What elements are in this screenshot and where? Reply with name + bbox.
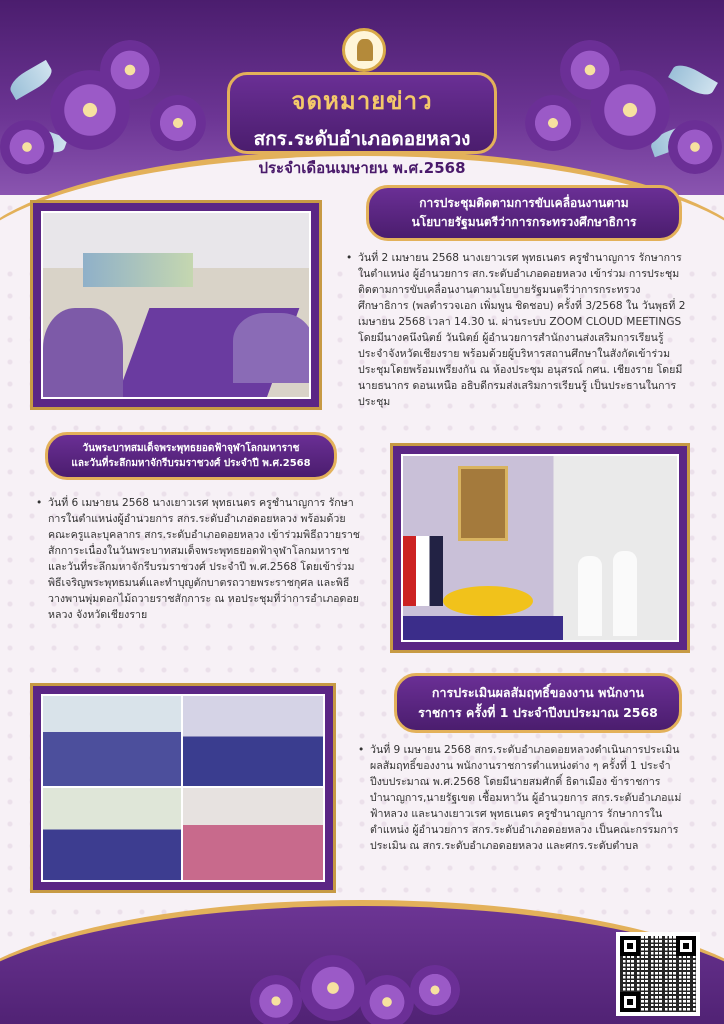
article-1-photo bbox=[30, 200, 322, 410]
page-title: จดหมายข่าว bbox=[291, 87, 433, 115]
article-1-heading-line1: การประชุมติดตามการขับเคลื่อนงานตาม bbox=[419, 196, 629, 210]
flower-decoration bbox=[410, 965, 460, 1015]
article-3-heading-line1: การประเมินผลสัมฤทธิ์ของงาน พนักงาน bbox=[431, 685, 645, 700]
flower-decoration bbox=[360, 975, 414, 1024]
article-1-heading-line2: นโยบายรัฐมนตรีว่าการกระทรวงศึกษาธิการ bbox=[411, 215, 637, 229]
flower-decoration bbox=[525, 95, 581, 151]
qr-code[interactable] bbox=[616, 932, 700, 1016]
article-2-body: • วันที่ 6 เมษายน 2568 นางเยาวเรศ พุทธเนตร ครูชำนาญการ รักษาการในตำแหน่งผู้อำนวยการ สกร.ระดับอำเภอดอยหลวง พร้อมด้วยคณะครูและบุคลากร สกร.ระดับอำเภอดอยหลวง เข้าร่วมพิธีถวายราชสักการะเนื่องในวันพระบาทสมเด็จพระพุทธยอดฟ้าจุฬาโลกมหาราชและวันที่ระลึกมหาจักรีบรมราชวงศ์ ประจำปี พ.ศ.2568 โดยเข้าร่วมพิธีเจริญพระพุทธมนต์และทำบุญตักบาตรถวายพระราชกุศล และพิธีวางพานพุ่มดอกไม้ถวายราชสักการะ ณ หอประชุมที่ว่าการอำเภอดอยหลวง จังหวัดเชียงราย bbox=[48, 495, 366, 623]
article-2-photo bbox=[390, 443, 690, 653]
flower-decoration bbox=[560, 40, 620, 100]
article-3-heading bbox=[394, 673, 682, 733]
title-box bbox=[227, 72, 497, 154]
article-3-photo bbox=[30, 683, 336, 893]
article-2-heading-line2: และวันที่ระลึกมหาจักรีบรมราชวงศ์ ประจำปี พ.ศ.2568 bbox=[71, 458, 311, 469]
flower-decoration bbox=[100, 40, 160, 100]
article-3-body: • วันที่ 9 เมษายน 2568 สกร.ระดับอำเภอดอยหลวงดำเนินการประเมินผลสัมฤทธิ์ของงาน พนักงานราชการตำแหน่งต่าง ๆ ครั้งที่ 1 ประจำปีงบประมาณ พ.ศ.2568 โดยมีนายสมศักดิ์ ธิดาเมือง ข้าราชการบำนาญการ,นายรัฐเขต เชื้อมหาวัน ผู้อำนวยการ สกร.ระดับอำเภอแม่ฟ้าหลวง และนางเยาวเรศ พุทธเนตร ครูชำนาญการ รักษาการในตำแหน่ง ผู้อำนวยการ สกร.ระดับอำเภอดอยหลวง เป็นคณะกรรมการประเมิน ณ สกร.ระดับอำเภอดอยหลวง และศกร.ระดับตำบล bbox=[370, 742, 692, 854]
page-subtitle: ประจำเดือนเมษายน พ.ศ.2568 bbox=[258, 159, 466, 177]
article-2-heading-line1: วันพระบาทสมเด็จพระพุทธยอดฟ้าจุฬาโลกมหาราช bbox=[82, 443, 300, 454]
flower-decoration bbox=[300, 955, 366, 1021]
article-1-body: • วันที่ 2 เมษายน 2568 นางเยาวเรศ พุทธเนตร ครูชำนาญการ รักษาการในตำแหน่ง ผู้อำนวยการ สก.ระดับอำเภอดอยหลวง เข้าร่วม การประชุมติดตามการขับเคลื่อนงานตามนโยบายรัฐมนตรีว่าการกระทรวงศึกษาธิการ (พลตำรวจเอก เพิ่มพูน ชิดชอบ) ครั้งที่ 3/2568 ใน วันพุธที่ 2 เมษายน 2568 เวลา 14.30 น. ผ่านระบบ ZOOM CLOUD MEETINGS โดยมีนางคนึงนิตย์ วันนิตย์ ผู้อำนวยการสำนักงานส่งเสริมการเรียนรู้ประจำจังหวัดเชียงราย พร้อมด้วยผู้บริหารสถานศึกษาในสังกัดเข้าร่วมประชุมโดยพร้อมเพรียงกัน ณ ห้องประชุม อนุสรณ์ กศน. เชียงราย โดยมีนายธนากร ดอนเหนือ อธิบดีกรมส่งเสริมการเรียนรู้ เป็นประธานในการประชุม bbox=[358, 250, 688, 410]
article-3-heading-line2: ราชการ ครั้งที่ 1 ประจำปีงบประมาณ 2568 bbox=[418, 705, 658, 720]
flower-decoration bbox=[250, 975, 302, 1024]
article-1-heading bbox=[366, 185, 682, 241]
article-2-heading bbox=[45, 432, 337, 480]
flower-decoration bbox=[150, 95, 206, 151]
page-title-org: สกร.ระดับอำเภอดอยหลวง bbox=[253, 128, 471, 150]
logo bbox=[342, 28, 386, 72]
